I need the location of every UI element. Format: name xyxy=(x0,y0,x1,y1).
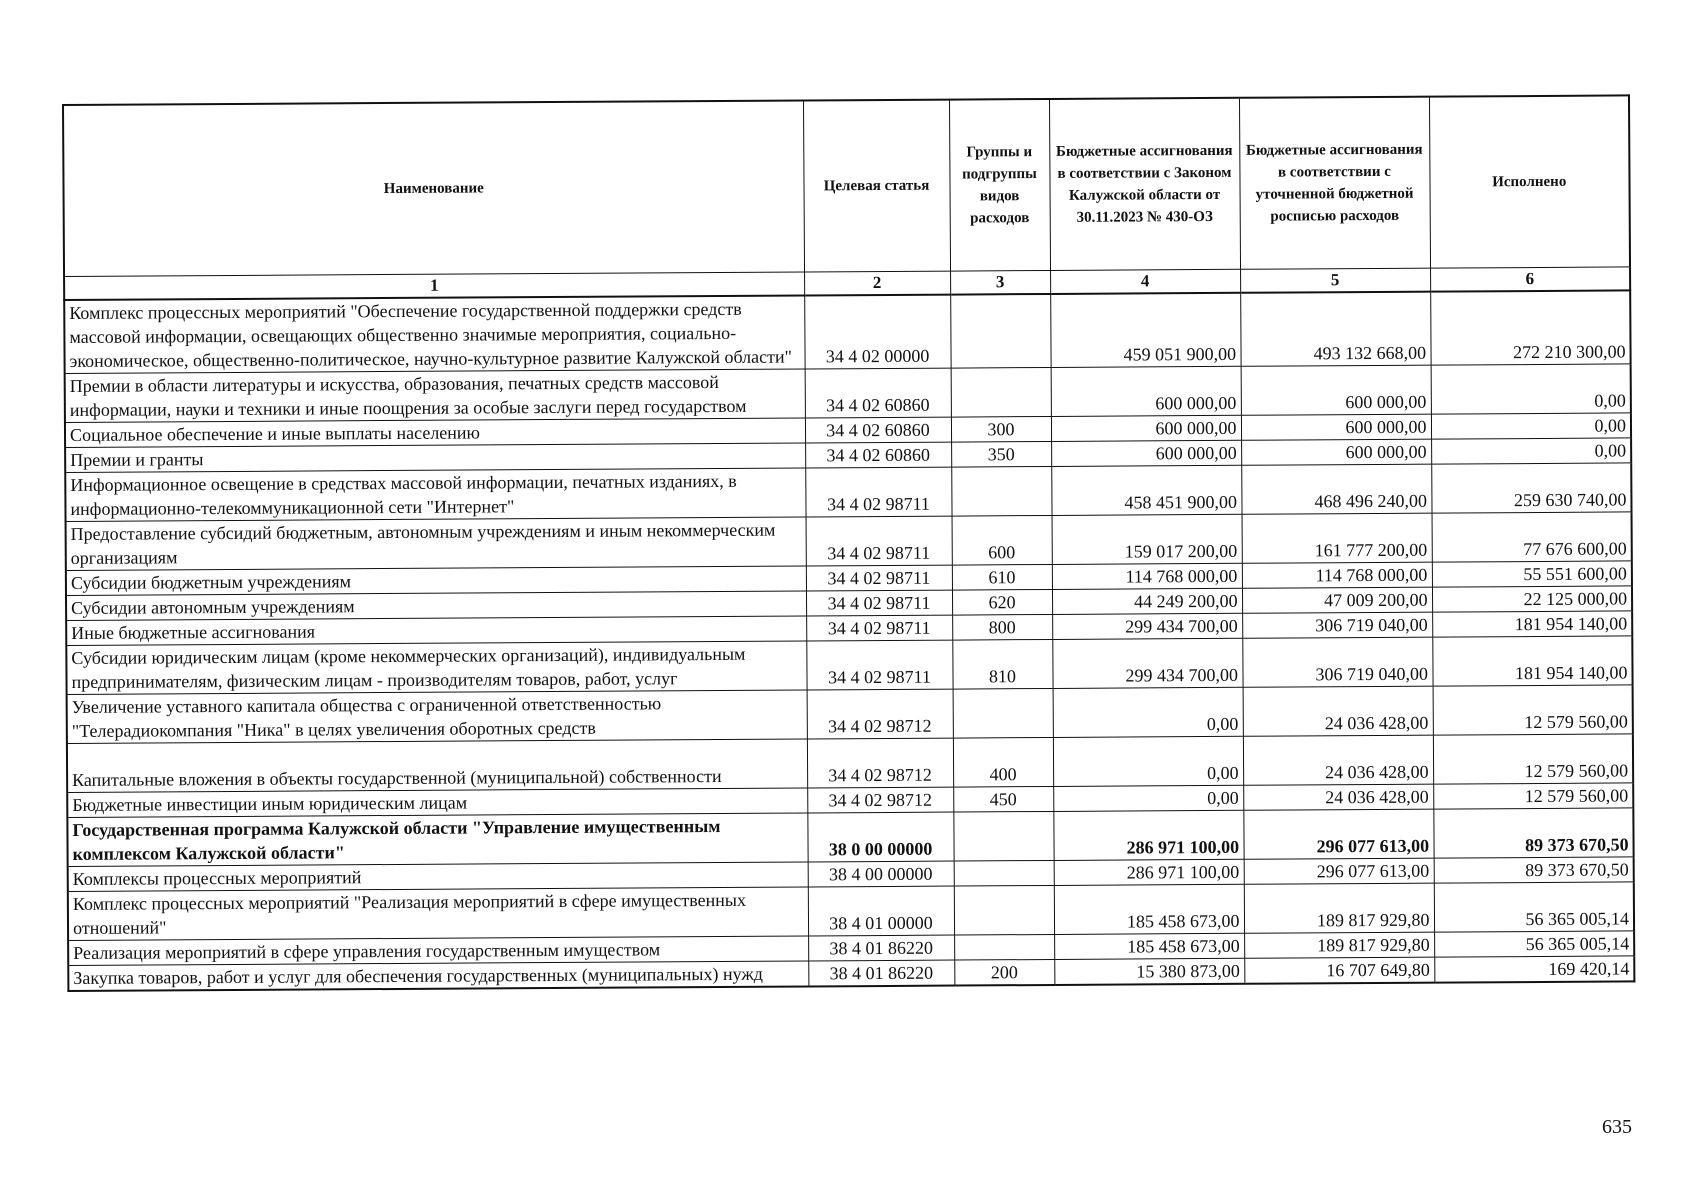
row-name: Государственная программа Калужской области "Управление имущественным комплексом Калужской области" xyxy=(67,813,807,867)
budget-table xyxy=(62,94,1635,992)
row-group: 400 xyxy=(953,737,1053,787)
row-executed: 181 954 140,00 xyxy=(1432,611,1632,637)
row-code: 34 4 02 98711 xyxy=(806,516,952,566)
row-name: Капитальные вложения в объекты государственной (муниципальной) собственности xyxy=(67,739,807,793)
row-name: Закупка товаров, работ и услуг для обеспечения государственных (муниципальных) нужд xyxy=(68,961,808,991)
row-executed: 0,00 xyxy=(1431,413,1631,439)
row-refined: 600 000,00 xyxy=(1241,439,1431,465)
row-executed: 0,00 xyxy=(1431,364,1631,414)
table-body xyxy=(64,290,1634,991)
table-row xyxy=(66,512,1632,571)
table-row xyxy=(65,364,1631,423)
row-executed: 77 676 600,00 xyxy=(1432,512,1632,562)
row-group xyxy=(954,934,1054,960)
row-group xyxy=(950,294,1050,368)
header-law-allocations: Бюджетные ассигнования в соответствии с Законом Калужской области от 30.11.2023 № 430-ОЗ xyxy=(1049,98,1240,271)
table-row xyxy=(67,685,1633,744)
row-group: 300 xyxy=(951,416,1051,442)
row-code: 34 4 02 98711 xyxy=(806,590,952,616)
row-law: 44 249 200,00 xyxy=(1052,588,1242,614)
row-group xyxy=(953,811,1053,861)
row-law: 458 451 900,00 xyxy=(1051,465,1241,515)
row-name: Увеличение уставного капитала общества с ограниченной ответственностью "Телерадиокомпания "Ника" в целях увеличения оборотных средств xyxy=(67,690,807,744)
row-name: Субсидии юридическим лицам (кроме некоммерческих организаций), индивидуальным предпринимателям, физическим лицам - производителям товаров, работ, услуг xyxy=(66,641,806,695)
row-executed: 22 125 000,00 xyxy=(1432,586,1632,612)
row-code: 34 4 02 00000 xyxy=(804,295,950,369)
row-executed: 56 365 005,14 xyxy=(1434,882,1634,932)
row-law: 459 051 900,00 xyxy=(1050,293,1240,368)
row-executed: 169 420,14 xyxy=(1434,956,1634,983)
row-refined: 24 036 428,00 xyxy=(1243,784,1433,810)
header-number-1: 1 xyxy=(64,272,804,300)
row-executed: 89 373 670,50 xyxy=(1434,857,1634,883)
row-refined: 161 777 200,00 xyxy=(1242,513,1432,563)
row-law: 159 017 200,00 xyxy=(1052,514,1242,564)
row-name: Бюджетные инвестиции иным юридическим лицам xyxy=(67,788,807,818)
row-name: Субсидии бюджетным учреждениям xyxy=(66,566,806,596)
row-executed: 12 579 560,00 xyxy=(1433,685,1633,735)
table-row xyxy=(68,882,1634,941)
row-law: 185 458 673,00 xyxy=(1054,884,1244,934)
row-executed: 12 579 560,00 xyxy=(1433,734,1633,784)
header-target-article: Целевая статья xyxy=(803,100,950,272)
header-refined-allocations: Бюджетные ассигнования в соответствии с уточненной бюджетной росписью расходов xyxy=(1239,97,1430,270)
row-refined: 16 707 649,80 xyxy=(1244,957,1434,984)
row-group xyxy=(954,860,1054,886)
row-group: 450 xyxy=(953,786,1053,812)
row-name: Премии в области литературы и искусства, образования, печатных средств массовой информации, науки и техники и иные поощрения за особые заслуги перед государством xyxy=(65,369,805,423)
table-row-program xyxy=(67,808,1633,867)
page-number: 635 xyxy=(1602,1116,1632,1138)
row-executed: 55 551 600,00 xyxy=(1432,561,1632,587)
row-code: 34 4 02 98711 xyxy=(806,640,952,690)
row-group: 800 xyxy=(952,614,1052,640)
row-code: 34 4 02 60860 xyxy=(805,368,951,418)
row-law: 286 971 100,00 xyxy=(1053,810,1243,860)
row-executed: 272 210 300,00 xyxy=(1430,290,1630,365)
row-refined: 24 036 428,00 xyxy=(1243,686,1433,736)
row-law: 286 971 100,00 xyxy=(1054,859,1244,885)
row-name: Комплекс процессных мероприятий "Обеспечение государственной поддержки средств массовой информации, освещающих общественно значимые мероприятия, социально-экономическое, общественно-политическое, научно-культурное развитие Калужской области" xyxy=(64,295,804,373)
row-refined: 24 036 428,00 xyxy=(1243,735,1433,785)
row-name: Предоставление субсидий бюджетным, автономным учреждениям и иным некоммерческим организациям xyxy=(66,517,806,571)
row-law: 114 768 000,00 xyxy=(1052,563,1242,589)
row-group: 620 xyxy=(952,589,1052,615)
row-code: 34 4 02 60860 xyxy=(805,442,951,468)
header-number-4: 4 xyxy=(1050,269,1240,294)
row-refined: 296 077 613,00 xyxy=(1244,858,1434,884)
row-code: 34 4 02 98711 xyxy=(805,467,951,517)
header-number-3: 3 xyxy=(950,270,1050,294)
row-group: 810 xyxy=(952,639,1052,689)
row-code: 34 4 02 98712 xyxy=(807,689,953,739)
row-law: 15 380 873,00 xyxy=(1054,958,1244,985)
row-code: 34 4 02 98712 xyxy=(807,787,953,813)
row-code: 38 4 00 00000 xyxy=(808,861,954,887)
row-executed: 0,00 xyxy=(1431,438,1631,464)
row-code: 34 4 02 98711 xyxy=(806,565,952,591)
row-code: 34 4 02 60860 xyxy=(805,417,951,443)
document-sheet xyxy=(62,94,1633,992)
row-code: 38 4 01 00000 xyxy=(808,886,954,936)
row-refined: 306 719 040,00 xyxy=(1242,637,1432,687)
row-refined: 493 132 668,00 xyxy=(1240,292,1430,367)
table-header xyxy=(63,95,1630,300)
row-refined: 47 009 200,00 xyxy=(1242,587,1432,613)
row-group xyxy=(951,367,1051,417)
row-name: Комплекс процессных мероприятий "Реализация мероприятий в сфере имущественных отношений" xyxy=(68,887,808,941)
table-row xyxy=(65,463,1631,522)
header-name: Наименование xyxy=(63,100,804,276)
table-row xyxy=(64,290,1630,373)
row-name: Премии и гранты xyxy=(65,443,805,473)
row-executed: 12 579 560,00 xyxy=(1433,783,1633,809)
row-executed: 259 630 740,00 xyxy=(1431,463,1631,513)
row-group: 350 xyxy=(951,441,1051,467)
header-number-2: 2 xyxy=(804,271,950,295)
row-refined: 296 077 613,00 xyxy=(1243,809,1433,859)
row-code: 38 4 01 86220 xyxy=(808,960,954,986)
header-expense-groups: Группы и подгруппы видов расходов xyxy=(949,99,1050,271)
row-law: 0,00 xyxy=(1053,687,1243,737)
header-executed: Исполнено xyxy=(1429,95,1630,268)
row-group xyxy=(953,688,1053,738)
row-code: 34 4 02 98712 xyxy=(807,738,953,788)
row-law: 299 434 700,00 xyxy=(1052,613,1242,639)
row-law: 299 434 700,00 xyxy=(1052,638,1242,688)
row-name: Реализация мероприятий в сфере управления государственным имуществом xyxy=(68,936,808,966)
row-executed: 181 954 140,00 xyxy=(1432,636,1632,686)
row-law: 600 000,00 xyxy=(1051,440,1241,466)
table-row xyxy=(66,636,1632,695)
row-refined: 306 719 040,00 xyxy=(1242,612,1432,638)
row-name: Иные бюджетные ассигнования xyxy=(66,616,806,646)
header-number-5: 5 xyxy=(1240,268,1430,293)
row-group xyxy=(951,466,1051,516)
table-row xyxy=(67,734,1633,793)
row-executed: 89 373 670,50 xyxy=(1433,808,1633,858)
row-code: 34 4 02 98711 xyxy=(806,615,952,641)
row-refined: 468 496 240,00 xyxy=(1241,464,1431,514)
row-name: Социальное обеспечение и иные выплаты населению xyxy=(65,418,805,448)
row-refined: 189 817 929,80 xyxy=(1244,883,1434,933)
row-law: 0,00 xyxy=(1053,736,1243,786)
row-law: 0,00 xyxy=(1053,785,1243,811)
row-group: 600 xyxy=(952,515,1052,565)
row-law: 185 458 673,00 xyxy=(1054,933,1244,959)
row-group: 610 xyxy=(952,564,1052,590)
row-law: 600 000,00 xyxy=(1051,415,1241,441)
row-refined: 189 817 929,80 xyxy=(1244,932,1434,958)
row-refined: 114 768 000,00 xyxy=(1242,562,1432,588)
row-name: Информационное освещение в средствах массовой информации, печатных изданиях, в информационно-телекоммуникационной сети "Интернет" xyxy=(65,468,805,522)
row-law: 600 000,00 xyxy=(1051,366,1241,416)
row-refined: 600 000,00 xyxy=(1241,365,1431,415)
row-group xyxy=(954,885,1054,935)
row-code: 38 0 00 00000 xyxy=(807,812,953,862)
row-code: 38 4 01 86220 xyxy=(808,935,954,961)
row-refined: 600 000,00 xyxy=(1241,414,1431,440)
row-name: Субсидии автономным учреждениям xyxy=(66,591,806,621)
row-executed: 56 365 005,14 xyxy=(1434,931,1634,957)
row-name: Комплексы процессных мероприятий xyxy=(68,862,808,892)
row-group: 200 xyxy=(954,959,1054,985)
header-number-6: 6 xyxy=(1430,267,1630,292)
